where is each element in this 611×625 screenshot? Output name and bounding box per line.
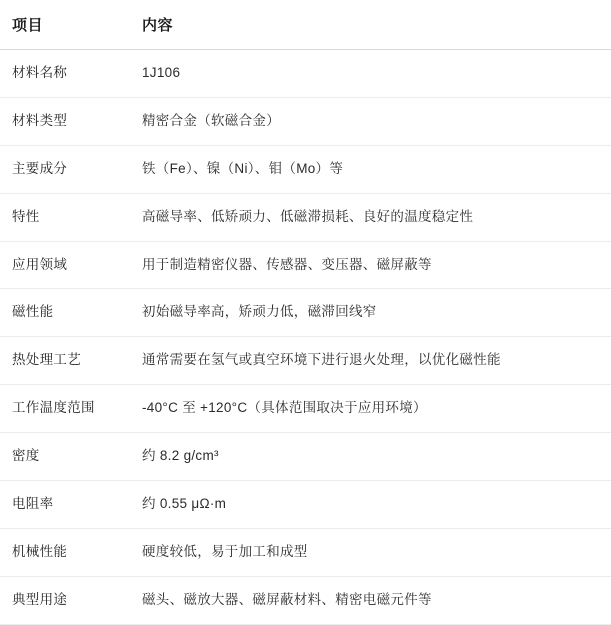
row-item-value: 约 8.2 g/cm³	[130, 433, 611, 481]
row-item-value: 铁（Fe）、镍（Ni）、钼（Mo）等	[130, 145, 611, 193]
row-item-value: -40°C 至 +120°C（具体范围取决于应用环境）	[130, 385, 611, 433]
row-item-label: 密度	[0, 433, 130, 481]
table-row	[0, 145, 611, 193]
table-row	[0, 193, 611, 241]
table-row	[0, 385, 611, 433]
row-item-label: 工作温度范围	[0, 385, 130, 433]
table-row	[0, 97, 611, 145]
row-item-value: 精密合金（软磁合金）	[130, 97, 611, 145]
row-item-label: 电阻率	[0, 481, 130, 529]
table-header-row	[0, 0, 611, 50]
row-item-value: 磁头、磁放大器、磁屏蔽材料、精密电磁元件等	[130, 576, 611, 624]
row-item-value: 1J106	[130, 50, 611, 98]
table-row	[0, 433, 611, 481]
table-row	[0, 528, 611, 576]
table-body	[0, 50, 611, 625]
row-item-label: 材料类型	[0, 97, 130, 145]
row-item-label: 应用领域	[0, 241, 130, 289]
row-item-value: 用于制造精密仪器、传感器、变压器、磁屏蔽等	[130, 241, 611, 289]
column-header-content: 内容	[130, 0, 611, 50]
table-row	[0, 337, 611, 385]
table-row	[0, 576, 611, 624]
table-row	[0, 289, 611, 337]
row-item-label: 热处理工艺	[0, 337, 130, 385]
table-header	[0, 0, 611, 50]
row-item-label: 材料名称	[0, 50, 130, 98]
row-item-label: 磁性能	[0, 289, 130, 337]
row-item-label: 主要成分	[0, 145, 130, 193]
row-item-label: 机械性能	[0, 528, 130, 576]
table-row	[0, 481, 611, 529]
row-item-value: 初始磁导率高，矫顽力低，磁滞回线窄	[130, 289, 611, 337]
row-item-value: 通常需要在氢气或真空环境下进行退火处理，以优化磁性能	[130, 337, 611, 385]
row-item-label: 典型用途	[0, 576, 130, 624]
row-item-value: 硬度较低，易于加工和成型	[130, 528, 611, 576]
column-header-item: 项目	[0, 0, 130, 50]
row-item-value: 约 0.55 μΩ·m	[130, 481, 611, 529]
row-item-value: 高磁导率、低矫顽力、低磁滞损耗、良好的温度稳定性	[130, 193, 611, 241]
row-item-label: 特性	[0, 193, 130, 241]
table-row	[0, 50, 611, 98]
table-row	[0, 241, 611, 289]
